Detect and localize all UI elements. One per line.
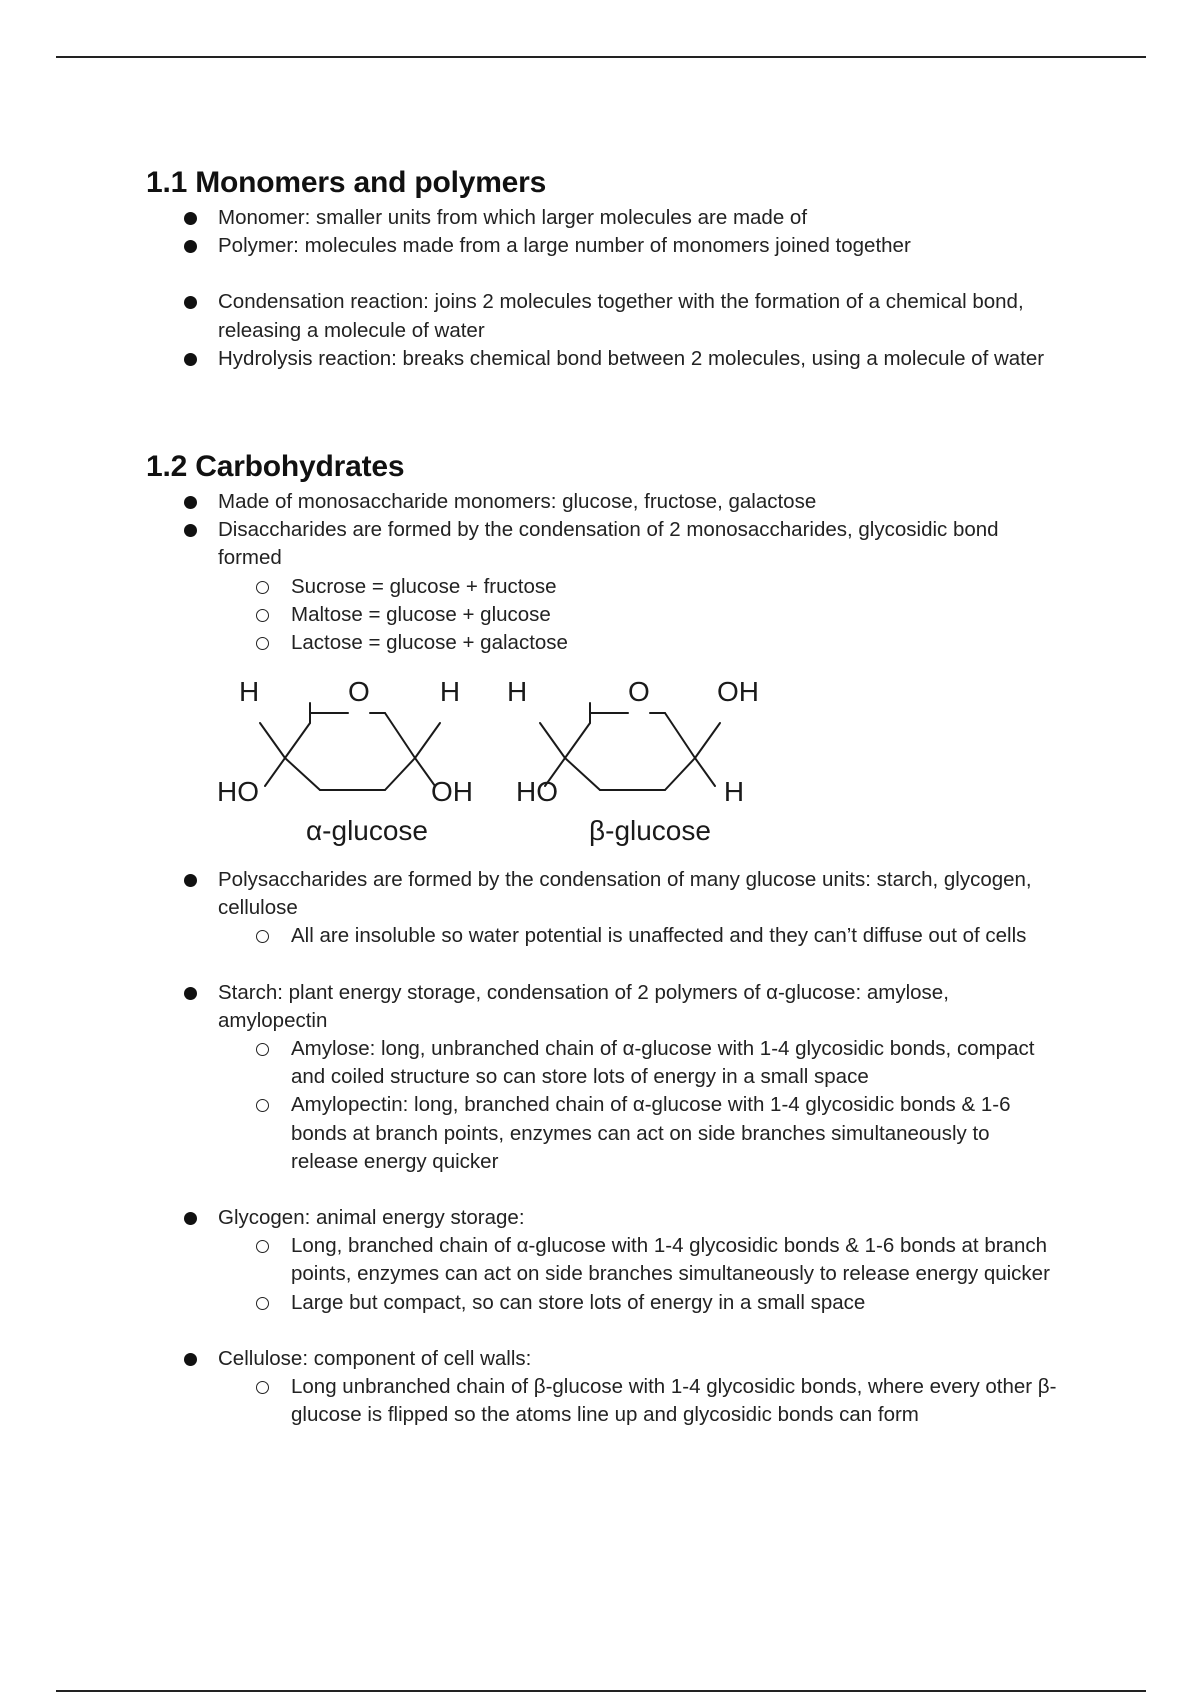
alpha-bottom-left-label: HO	[217, 776, 259, 807]
carbohydrates-intro-list	[0, 488, 1200, 657]
sub-list-item: All are insoluble so water potential is unaffected and they can’t diffuse out of cells	[0, 922, 1059, 950]
bullet-icon	[184, 353, 197, 366]
sub-list-item: Long, branched chain of α-glucose with 1-4 glycosidic bonds & 1-6 bonds at branch points, enzymes can act on side branches simultaneously to release energy quicker	[0, 1232, 1059, 1288]
beta-top-left-label: H	[507, 676, 528, 707]
section-heading-monomers: 1.1 Monomers and polymers	[146, 166, 547, 199]
header-rule	[56, 56, 1146, 58]
sub-list-item: Lactose = glucose + galactose	[0, 629, 1059, 657]
beta-bottom-right-label: H	[723, 776, 745, 807]
sub-list-item: Maltose = glucose + glucose	[0, 601, 1059, 629]
bullet-icon	[184, 1353, 197, 1366]
polysaccharides-list	[0, 866, 1200, 1429]
list-item: Hydrolysis reaction: breaks chemical bond between 2 molecules, using a molecule of water	[0, 345, 1058, 373]
sub-list-item: Amylopectin: long, branched chain of α-glucose with 1-4 glycosidic bonds & 1-6 bonds at branch points, enzymes can act on side branches simultaneously to release energy quicker	[0, 1091, 1059, 1176]
footer-rule	[56, 1690, 1146, 1692]
alpha-ring-oxygen-label: O	[348, 676, 370, 707]
circle-bullet-icon	[256, 637, 269, 650]
list-item: Starch: plant energy storage, condensation of 2 polymers of α-glucose: amylose, amylopectin	[0, 979, 1058, 1035]
list-item: Monomer: smaller units from which larger molecules are made of	[0, 204, 1058, 232]
circle-bullet-icon	[256, 581, 269, 594]
circle-bullet-icon	[256, 930, 269, 943]
circle-bullet-icon	[256, 1297, 269, 1310]
beta-bottom-left-label: HO	[516, 776, 558, 807]
monomers-list	[0, 204, 1200, 373]
circle-bullet-icon	[256, 1381, 269, 1394]
list-item: Cellulose: component of cell walls:	[0, 1345, 1058, 1373]
beta-glucose-caption: β-glucose	[589, 815, 711, 846]
alpha-bottom-right-label: OH	[431, 776, 473, 807]
bullet-icon	[184, 874, 197, 887]
bullet-icon	[184, 496, 197, 509]
alpha-glucose-caption: α-glucose	[305, 815, 429, 846]
list-item: Disaccharides are formed by the condensation of 2 monosaccharides, glycosidic bond formed	[0, 516, 1058, 572]
beta-ring-oxygen-label: O	[628, 676, 650, 707]
sub-list-item: Sucrose = glucose + fructose	[0, 573, 1059, 601]
bullet-icon	[184, 212, 197, 225]
glucose-structures-diagram	[217, 668, 805, 858]
section-heading-carbohydrates: 1.2 Carbohydrates	[146, 450, 405, 483]
bullet-icon	[184, 296, 197, 309]
list-item: Polysaccharides are formed by the condensation of many glucose units: starch, glycogen, cellulose	[0, 866, 1058, 922]
circle-bullet-icon	[256, 1043, 269, 1056]
glucose-structures-figure	[217, 668, 805, 858]
sub-list-item: Amylose: long, unbranched chain of α-glucose with 1-4 glycosidic bonds, compact and coiled structure so can store lots of energy in a small space	[0, 1035, 1059, 1091]
circle-bullet-icon	[256, 1240, 269, 1253]
list-item: Condensation reaction: joins 2 molecules together with the formation of a chemical bond, releasing a molecule of water	[0, 288, 1058, 344]
bullet-icon	[184, 524, 197, 537]
beta-top-right-label: OH	[717, 676, 759, 707]
list-item: Glycogen: animal energy storage:	[0, 1204, 1058, 1232]
list-item: Made of monosaccharide monomers: glucose, fructose, galactose	[0, 488, 1058, 516]
circle-bullet-icon	[256, 609, 269, 622]
alpha-top-right-label: H	[439, 676, 461, 707]
sub-list-item: Long unbranched chain of β-glucose with 1-4 glycosidic bonds, where every other β-glucose is flipped so the atoms line up and glycosidic bonds can form	[0, 1373, 1059, 1429]
alpha-top-left-label: H	[239, 676, 260, 707]
bullet-icon	[184, 987, 197, 1000]
sub-list-item: Large but compact, so can store lots of energy in a small space	[0, 1289, 1059, 1317]
circle-bullet-icon	[256, 1099, 269, 1112]
bullet-icon	[184, 1212, 197, 1225]
bullet-icon	[184, 240, 197, 253]
list-item: Polymer: molecules made from a large number of monomers joined together	[0, 232, 1058, 260]
